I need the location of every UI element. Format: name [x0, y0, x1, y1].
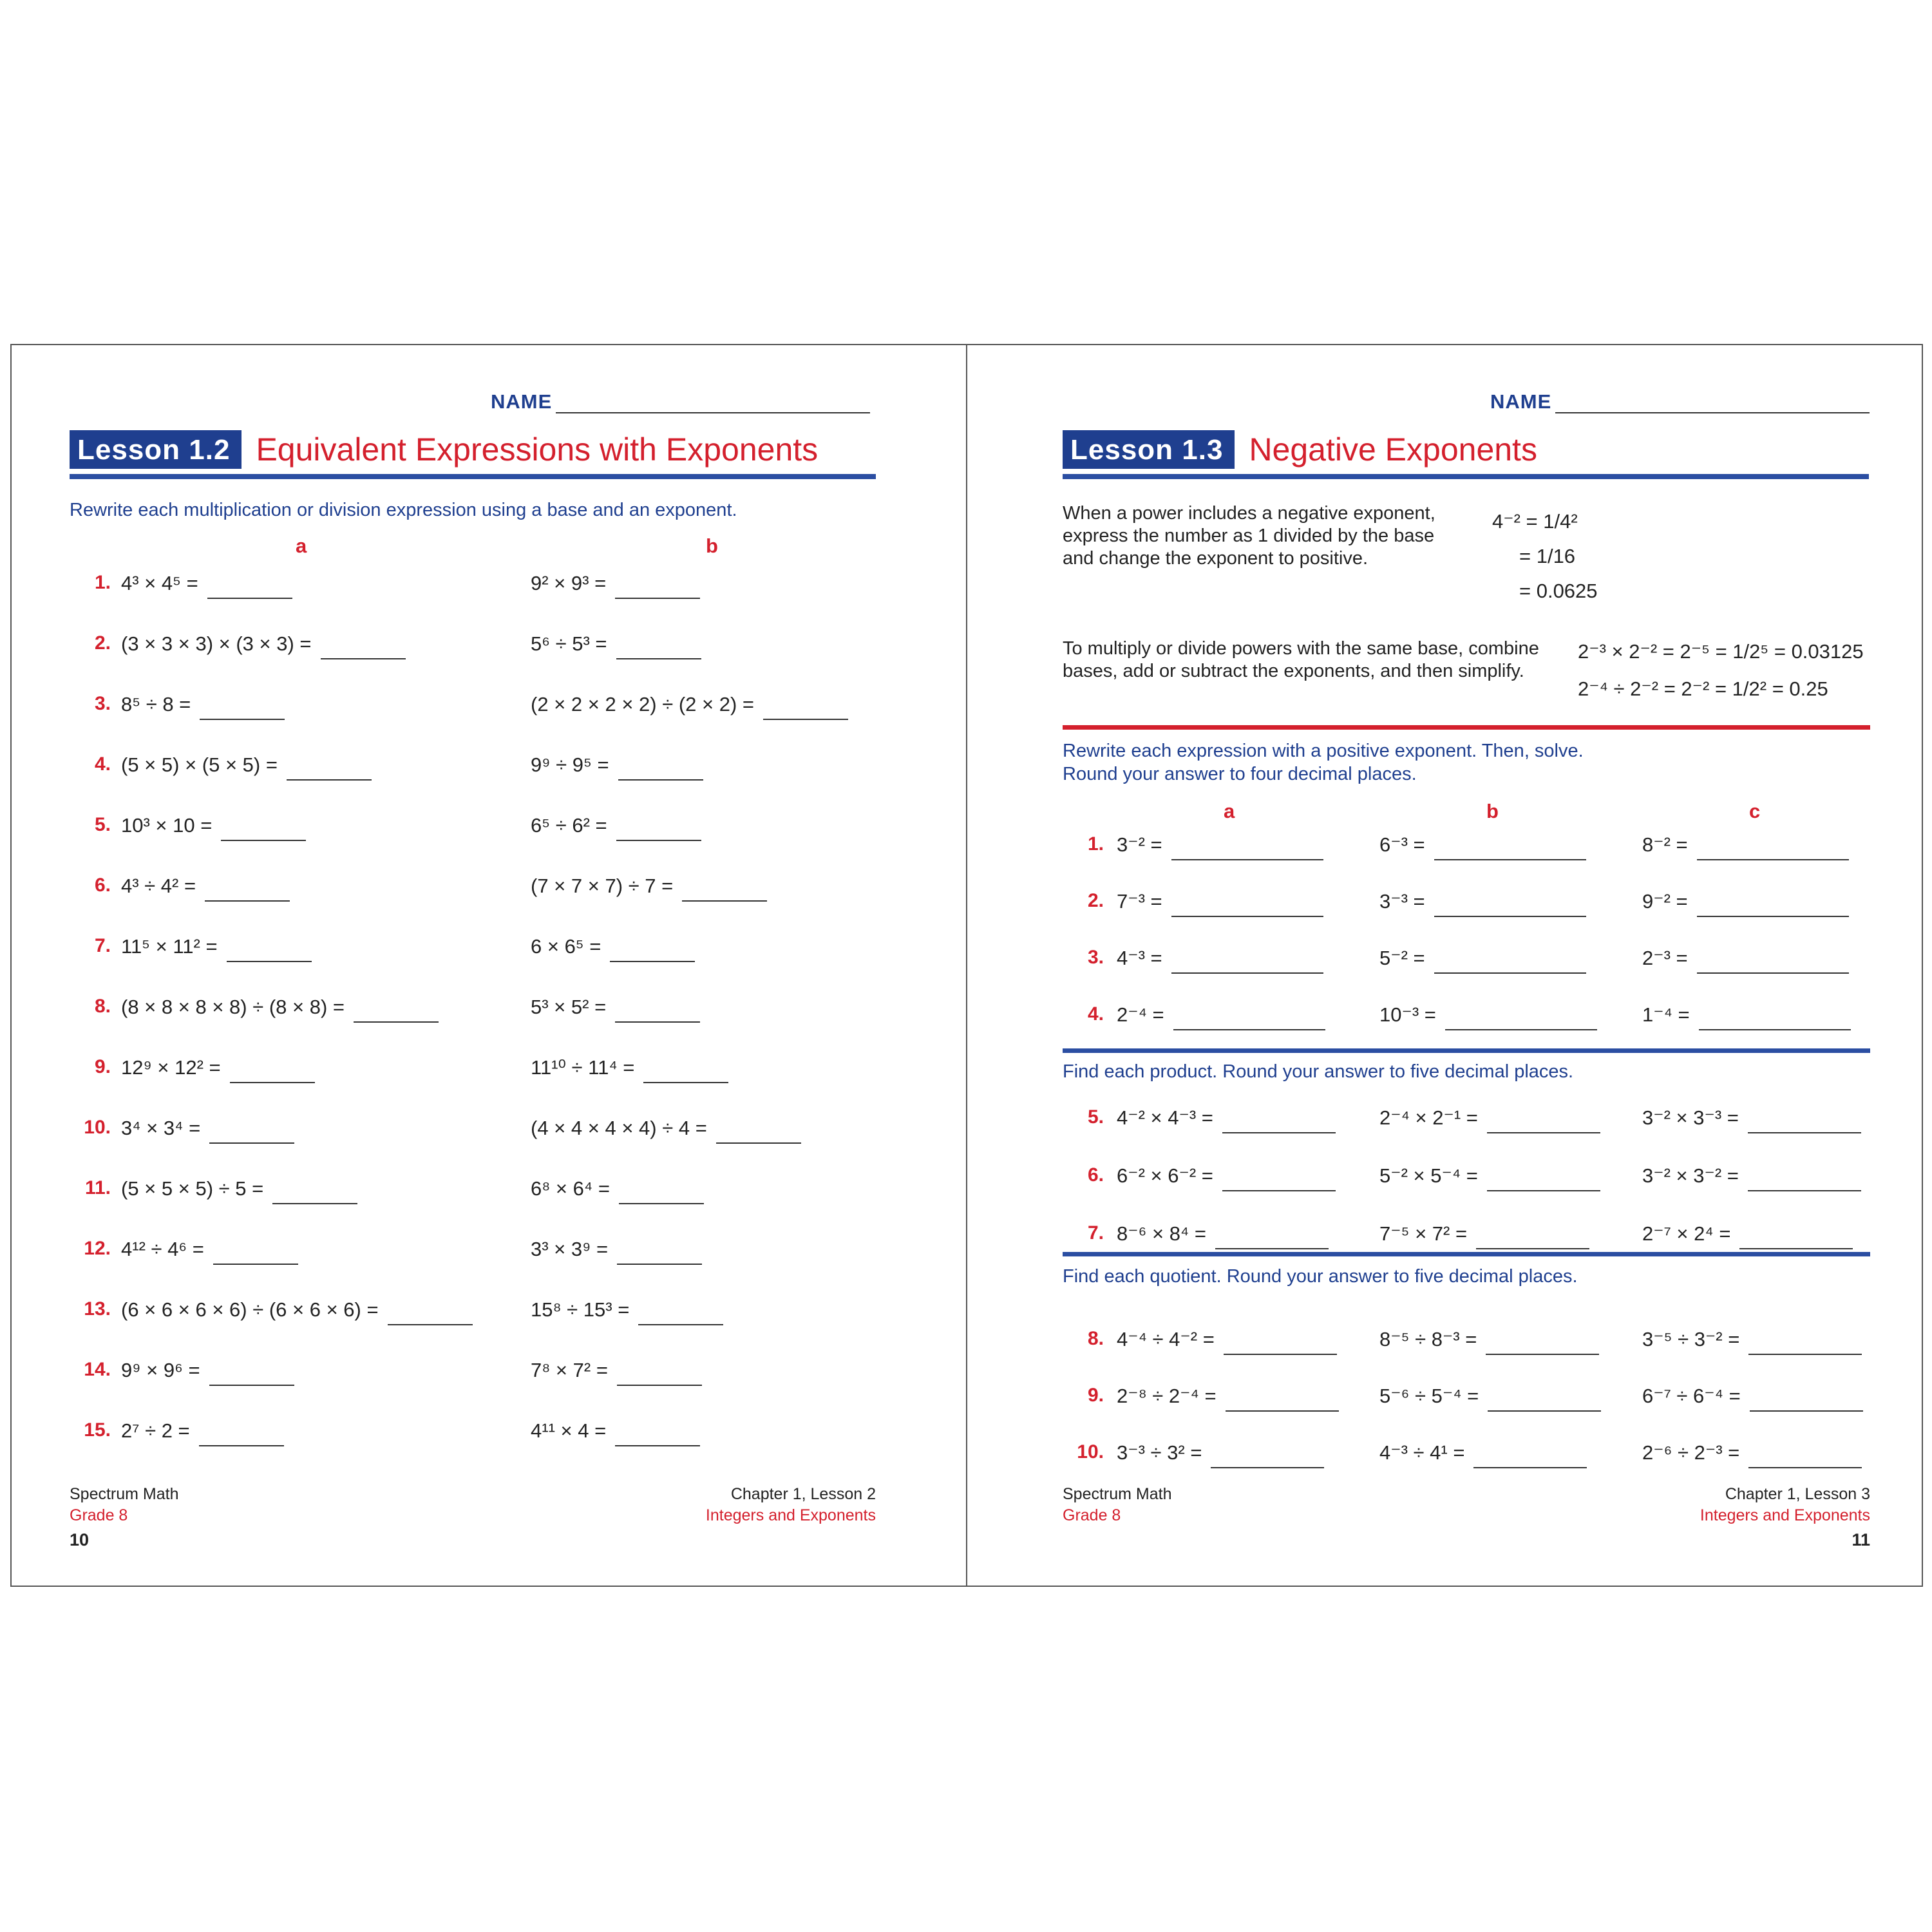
name-field: [1490, 390, 1870, 413]
expression: (3 × 3 × 3) × (3 × 3) =: [121, 632, 312, 655]
answer-blank[interactable]: [321, 658, 406, 659]
name-field: [491, 390, 870, 413]
expression: 6⁻² × 6⁻² =: [1117, 1164, 1213, 1187]
answer-blank[interactable]: [1434, 972, 1586, 974]
answer-blank[interactable]: [1748, 1466, 1862, 1468]
example-1-line-2: = 1/16: [1519, 545, 1576, 567]
name-line[interactable]: [1555, 393, 1870, 413]
problem-number: 7.: [1087, 1222, 1104, 1244]
section-rule-blue-2: [1063, 1252, 1870, 1256]
problem-row: [12, 1359, 966, 1397]
expression: 10⁻³ =: [1379, 1003, 1436, 1026]
problem-row: [12, 1117, 966, 1155]
answer-blank[interactable]: [1215, 1247, 1329, 1249]
answer-blank[interactable]: [1445, 1028, 1597, 1030]
expression: 5⁶ ÷ 5³ =: [531, 632, 607, 655]
expression: 8⁻⁶ × 8⁴ =: [1117, 1222, 1206, 1245]
footer-right: [1700, 1484, 1870, 1526]
footer-grade: Grade 8: [70, 1506, 128, 1524]
section-rule-red: [1063, 725, 1870, 730]
expression: 5⁻² × 5⁻⁴ =: [1379, 1164, 1478, 1187]
name-label: NAME: [1490, 390, 1552, 413]
problem-a: [121, 996, 439, 1019]
problem-b: [1379, 1441, 1587, 1464]
problem-a: [1117, 947, 1323, 970]
problem-c: [1642, 947, 1849, 970]
expression: 6⁻⁷ ÷ 6⁻⁴ =: [1642, 1385, 1741, 1407]
problem-number: 8.: [94, 996, 111, 1017]
problem-b: [1379, 833, 1586, 857]
problem-row: [12, 632, 966, 671]
problem-c: [1642, 1222, 1853, 1245]
footer-right: [706, 1484, 876, 1526]
answer-blank[interactable]: [1699, 1028, 1851, 1030]
problem-row: [12, 875, 966, 913]
problem-c: [1642, 1164, 1861, 1188]
expression: 1⁻⁴ =: [1642, 1003, 1690, 1026]
expression: 3⁻² × 3⁻² =: [1642, 1164, 1739, 1187]
answer-blank[interactable]: [1748, 1132, 1861, 1133]
answer-blank[interactable]: [230, 1081, 315, 1083]
expression: 6⁻³ =: [1379, 833, 1425, 856]
problem-number: 10.: [84, 1117, 111, 1138]
problem-a: [121, 1298, 473, 1321]
expression: 2⁻⁶ ÷ 2⁻³ =: [1642, 1441, 1740, 1464]
answer-blank[interactable]: [1473, 1466, 1587, 1468]
answer-blank[interactable]: [1697, 858, 1849, 860]
page-number: 10: [70, 1530, 90, 1549]
column-c-header: c: [1749, 800, 1761, 822]
expression: 3⁻³ ÷ 3² =: [1117, 1441, 1202, 1464]
answer-blank[interactable]: [617, 1263, 702, 1265]
expression: 3³ × 3⁹ =: [531, 1238, 609, 1260]
answer-blank[interactable]: [199, 1444, 284, 1446]
problem-a: [121, 753, 372, 777]
problem-a: [121, 1117, 294, 1140]
answer-blank[interactable]: [1476, 1247, 1589, 1249]
intro-negative-exponent: When a power includes a negative exponent, express the number as 1 divided by the base and change the exponent to positive.: [1063, 503, 1435, 569]
problem-a: [1117, 1106, 1336, 1130]
answer-blank[interactable]: [763, 718, 848, 720]
answer-blank[interactable]: [1171, 858, 1323, 860]
problem-row: [967, 833, 1922, 872]
problem-a: [121, 693, 285, 716]
answer-blank[interactable]: [200, 718, 285, 720]
answer-blank[interactable]: [619, 1202, 704, 1204]
instruction-1: [1063, 739, 1584, 786]
problem-row: [12, 693, 966, 732]
problem-number: 2.: [94, 632, 111, 654]
problem-c: [1642, 1003, 1851, 1027]
problem-number: 10.: [1077, 1441, 1104, 1463]
footer-book: Spectrum Math: [1063, 1485, 1172, 1503]
answer-blank[interactable]: [1697, 972, 1849, 974]
expression: 7⁸ × 7² =: [531, 1359, 608, 1381]
answer-blank[interactable]: [1434, 858, 1586, 860]
answer-blank[interactable]: [1173, 1028, 1325, 1030]
expression: (2 × 2 × 2 × 2) ÷ (2 × 2) =: [531, 693, 755, 715]
problem-b: [531, 814, 701, 837]
answer-blank[interactable]: [1226, 1410, 1339, 1412]
expression: 3⁴ × 3⁴ =: [121, 1117, 201, 1139]
answer-blank[interactable]: [617, 1384, 702, 1386]
problem-a: [1117, 1164, 1336, 1188]
problem-row: [967, 1328, 1922, 1367]
answer-blank[interactable]: [354, 1021, 439, 1023]
expression: (8 × 8 × 8 × 8) ÷ (8 × 8) =: [121, 996, 345, 1018]
answer-blank[interactable]: [1222, 1189, 1336, 1191]
expression: 5³ × 5² =: [531, 996, 607, 1018]
expression: 6⁵ ÷ 6² =: [531, 814, 607, 837]
problem-number: 7.: [94, 935, 111, 956]
instruction-1-line-1: Rewrite each expression with a positive exponent. Then, solve.: [1063, 741, 1584, 761]
expression: 4⁻⁴ ÷ 4⁻² =: [1117, 1328, 1215, 1350]
expression: (6 × 6 × 6 × 6) ÷ (6 × 6 × 6) =: [121, 1298, 379, 1321]
problem-row: [967, 1385, 1922, 1423]
expression: 4¹² ÷ 4⁶ =: [121, 1238, 204, 1260]
problem-number: 6.: [94, 875, 111, 896]
lesson-header: [70, 430, 818, 469]
answer-blank[interactable]: [1487, 1189, 1600, 1191]
problem-number: 8.: [1087, 1328, 1104, 1349]
problem-a: [1117, 890, 1323, 913]
problem-row: [967, 1164, 1922, 1203]
expression: 8⁻⁵ ÷ 8⁻³ =: [1379, 1328, 1477, 1350]
expression: 12⁹ × 12² =: [121, 1056, 221, 1079]
expression: (7 × 7 × 7) ÷ 7 =: [531, 875, 674, 897]
problem-b: [531, 572, 700, 595]
problem-number: 14.: [84, 1359, 111, 1380]
problem-number: 12.: [84, 1238, 111, 1259]
problem-row: [12, 1419, 966, 1458]
answer-blank[interactable]: [1487, 1132, 1600, 1133]
expression: 6⁸ × 6⁴ =: [531, 1177, 610, 1200]
problem-a: [121, 1238, 298, 1261]
problem-c: [1642, 1385, 1863, 1408]
problem-row: [12, 935, 966, 974]
answer-blank[interactable]: [388, 1323, 473, 1325]
column-a-header: a: [296, 535, 307, 557]
problem-a: [121, 1177, 357, 1200]
problem-b: [531, 1117, 801, 1140]
problem-number: 9.: [94, 1056, 111, 1077]
problem-c: [1642, 890, 1849, 913]
expression: 4³ ÷ 4² =: [121, 875, 196, 897]
problem-number: 5.: [94, 814, 111, 835]
problem-b: [531, 996, 700, 1019]
expression: 8⁵ ÷ 8 =: [121, 693, 191, 715]
problem-b: [531, 1419, 700, 1443]
column-b-header: b: [1486, 800, 1499, 822]
expression: 5⁻⁶ ÷ 5⁻⁴ =: [1379, 1385, 1479, 1407]
answer-blank[interactable]: [213, 1263, 298, 1265]
problem-b: [1379, 1106, 1600, 1130]
problem-row: [12, 1238, 966, 1276]
problem-number: 11.: [84, 1177, 111, 1198]
expression: 2⁻⁴ × 2⁻¹ =: [1379, 1106, 1478, 1129]
right-page: [967, 345, 1922, 1586]
example-2-line-2: 2⁻⁴ ÷ 2⁻² = 2⁻² = 1/2² = 0.25: [1578, 677, 1828, 700]
instruction-2: Find each product. Round your answer to five decimal places.: [1063, 1061, 1574, 1082]
problem-number: 9.: [1087, 1385, 1104, 1406]
footer-left: [1063, 1484, 1172, 1526]
answer-blank[interactable]: [716, 1142, 801, 1144]
problem-number: 4.: [1087, 1003, 1104, 1025]
left-page: [12, 345, 967, 1586]
problem-b: [1379, 947, 1586, 970]
example-1-line-1: 4⁻² = 1/4²: [1492, 510, 1578, 533]
expression: 9⁻² =: [1642, 890, 1688, 913]
problem-row: [12, 1177, 966, 1216]
problem-b: [531, 753, 703, 777]
answer-blank[interactable]: [1748, 1353, 1862, 1355]
problem-a: [121, 1359, 294, 1382]
problem-a: [1117, 1441, 1324, 1464]
problem-a: [1117, 1003, 1325, 1027]
answer-blank[interactable]: [205, 900, 290, 902]
lesson-title: Equivalent Expressions with Exponents: [256, 431, 819, 468]
footer-chapter: Chapter 1, Lesson 3: [1725, 1485, 1870, 1503]
expression: 10³ × 10 =: [121, 814, 213, 837]
problem-b: [531, 1298, 723, 1321]
problem-b: [1379, 1385, 1601, 1408]
problem-b: [531, 693, 848, 716]
problem-b: [531, 935, 695, 958]
expression: 3⁻² =: [1117, 833, 1162, 856]
intro-same-base: To multiply or divide powers with the same base, combine bases, add or subtract the exponents, and then simplify.: [1063, 638, 1539, 681]
answer-blank[interactable]: [615, 597, 700, 599]
expression: 9² × 9³ =: [531, 572, 607, 594]
expression: 2⁻⁷ × 2⁴ =: [1642, 1222, 1731, 1245]
problem-number: 4.: [94, 753, 111, 775]
problem-a: [1117, 833, 1323, 857]
problem-a: [1117, 1328, 1337, 1351]
problem-number: 1.: [94, 572, 111, 593]
problem-a: [121, 572, 292, 595]
expression: 4⁻² × 4⁻³ =: [1117, 1106, 1213, 1129]
answer-blank[interactable]: [1488, 1410, 1601, 1412]
problem-a: [121, 875, 290, 898]
problem-row: [12, 572, 966, 611]
problem-c: [1642, 1441, 1862, 1464]
expression: 8⁻² =: [1642, 833, 1688, 856]
expression: 9⁹ × 9⁶ =: [121, 1359, 200, 1381]
answer-blank[interactable]: [615, 1021, 700, 1023]
expression: 11⁵ × 11² =: [121, 935, 218, 958]
answer-blank[interactable]: [221, 839, 306, 841]
answer-blank[interactable]: [1171, 972, 1323, 974]
problem-number: 13.: [84, 1298, 111, 1320]
name-label: NAME: [491, 390, 553, 413]
problem-number: 6.: [1087, 1164, 1104, 1186]
lesson-label: Lesson 1.3: [1063, 430, 1235, 469]
expression: 6 × 6⁵ =: [531, 935, 601, 958]
answer-blank[interactable]: [1434, 915, 1586, 917]
answer-blank[interactable]: [1697, 915, 1849, 917]
answer-blank[interactable]: [207, 597, 292, 599]
problem-a: [121, 935, 312, 958]
expression: 3⁻² × 3⁻³ =: [1642, 1106, 1739, 1129]
footer-book: Spectrum Math: [70, 1485, 179, 1503]
answer-blank[interactable]: [209, 1142, 294, 1144]
example-2-line-1: 2⁻³ × 2⁻² = 2⁻⁵ = 1/2⁵ = 0.03125: [1578, 640, 1864, 663]
problem-row: [967, 1106, 1922, 1145]
problem-a: [121, 632, 406, 656]
answer-blank[interactable]: [610, 960, 695, 962]
problem-a: [121, 1419, 284, 1443]
answer-blank[interactable]: [227, 960, 312, 962]
expression: 4³ × 4⁵ =: [121, 572, 198, 594]
answer-blank[interactable]: [1211, 1466, 1324, 1468]
header-rule: [1063, 474, 1869, 479]
problem-row: [967, 1003, 1922, 1042]
answer-blank[interactable]: [615, 1444, 700, 1446]
expression: 2⁻⁴ =: [1117, 1003, 1164, 1026]
footer-grade: Grade 8: [1063, 1506, 1121, 1524]
expression: 3⁻³ =: [1379, 890, 1425, 913]
lesson-title: Negative Exponents: [1249, 431, 1537, 468]
lesson-header: [1063, 430, 1537, 469]
problem-row: [12, 753, 966, 792]
header-rule: [70, 474, 876, 479]
answer-blank[interactable]: [1739, 1247, 1853, 1249]
example-1-line-3: = 0.0625: [1519, 580, 1598, 602]
problem-c: [1642, 833, 1849, 857]
expression: 2⁻³ =: [1642, 947, 1688, 969]
answer-blank[interactable]: [1222, 1132, 1336, 1133]
problem-b: [531, 1359, 702, 1382]
answer-blank[interactable]: [638, 1323, 723, 1325]
problem-number: 5.: [1087, 1106, 1104, 1128]
problem-number: 1.: [1087, 833, 1104, 855]
expression: 2⁷ ÷ 2 =: [121, 1419, 190, 1442]
answer-blank[interactable]: [616, 839, 701, 841]
problem-b: [1379, 890, 1586, 913]
footer-topic: Integers and Exponents: [705, 1506, 876, 1524]
expression: 15⁸ ÷ 15³ =: [531, 1298, 630, 1321]
expression: 7⁻³ =: [1117, 890, 1162, 913]
answer-blank[interactable]: [643, 1081, 728, 1083]
footer-left: [70, 1484, 179, 1526]
problem-number: 3.: [1087, 947, 1104, 968]
answer-blank[interactable]: [1171, 915, 1323, 917]
problem-row: [967, 1441, 1922, 1480]
problem-a: [121, 814, 306, 837]
problem-a: [1117, 1222, 1329, 1245]
answer-blank[interactable]: [1750, 1410, 1863, 1412]
column-a-header: a: [1224, 800, 1235, 822]
column-b-header: b: [706, 535, 718, 557]
instruction-1-line-2: Round your answer to four decimal places.: [1063, 764, 1417, 784]
problem-b: [531, 875, 767, 898]
problem-number: 3.: [94, 693, 111, 714]
problem-b: [531, 1238, 702, 1261]
page-number: 11: [1852, 1530, 1870, 1549]
workbook-spread: [10, 344, 1923, 1587]
problem-b: [1379, 1003, 1597, 1027]
instruction-3: Find each quotient. Round your answer to five decimal places.: [1063, 1266, 1578, 1287]
answer-blank[interactable]: [618, 779, 703, 781]
problem-c: [1642, 1106, 1861, 1130]
problem-row: [12, 1056, 966, 1095]
problem-b: [531, 632, 701, 656]
expression: 5⁻² =: [1379, 947, 1425, 969]
answer-blank[interactable]: [1224, 1353, 1337, 1355]
expression: 11¹⁰ ÷ 11⁴ =: [531, 1056, 635, 1079]
answer-blank[interactable]: [272, 1202, 357, 1204]
answer-blank[interactable]: [287, 779, 372, 781]
problem-number: 2.: [1087, 890, 1104, 911]
expression: 4⁻³ =: [1117, 947, 1162, 969]
expression: 9⁹ ÷ 9⁵ =: [531, 753, 609, 776]
section-rule-blue-1: [1063, 1048, 1870, 1053]
expression: 4⁻³ ÷ 4¹ =: [1379, 1441, 1465, 1464]
problem-row: [967, 947, 1922, 985]
answer-blank[interactable]: [209, 1384, 294, 1386]
lesson-label: Lesson 1.2: [70, 430, 242, 469]
problem-b: [531, 1177, 704, 1200]
expression: 4¹¹ × 4 =: [531, 1419, 607, 1442]
answer-blank[interactable]: [1486, 1353, 1599, 1355]
footer-chapter: Chapter 1, Lesson 2: [730, 1485, 876, 1503]
problem-a: [121, 1056, 315, 1079]
answer-blank[interactable]: [682, 900, 767, 902]
problem-number: 15.: [84, 1419, 111, 1441]
instruction: Rewrite each multiplication or division expression using a base and an exponent.: [70, 500, 737, 520]
answer-blank[interactable]: [1748, 1189, 1861, 1191]
expression: (4 × 4 × 4 × 4) ÷ 4 =: [531, 1117, 707, 1139]
problem-row: [12, 814, 966, 853]
expression: (5 × 5) × (5 × 5) =: [121, 753, 278, 776]
problem-b: [1379, 1222, 1589, 1245]
expression: 2⁻⁸ ÷ 2⁻⁴ =: [1117, 1385, 1217, 1407]
problem-c: [1642, 1328, 1862, 1351]
problem-row: [12, 1298, 966, 1337]
name-line[interactable]: [556, 393, 870, 413]
problem-b: [1379, 1164, 1600, 1188]
answer-blank[interactable]: [616, 658, 701, 659]
problem-row: [967, 890, 1922, 929]
problem-row: [12, 996, 966, 1034]
expression: 3⁻⁵ ÷ 3⁻² =: [1642, 1328, 1740, 1350]
problem-b: [1379, 1328, 1599, 1351]
expression: 7⁻⁵ × 7² =: [1379, 1222, 1468, 1245]
expression: (5 × 5 × 5) ÷ 5 =: [121, 1177, 264, 1200]
problem-a: [1117, 1385, 1339, 1408]
problem-b: [531, 1056, 728, 1079]
footer-topic: Integers and Exponents: [1700, 1506, 1870, 1524]
